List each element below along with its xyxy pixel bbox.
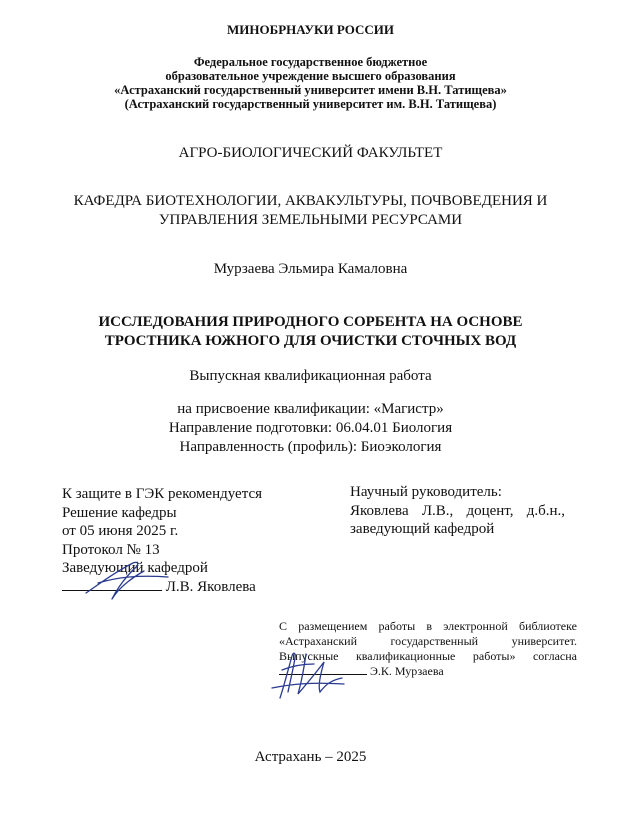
ministry-heading: МИНОБРНАУКИ РОССИИ bbox=[227, 22, 394, 37]
study-direction: Направление подготовки: 06.04.01 Биология bbox=[168, 420, 453, 436]
defense-line-5: Заведующий кафедрой bbox=[62, 560, 208, 576]
work-type: Выпускная квалификационная работа bbox=[189, 368, 432, 384]
supervisor-line-1: Яковлева Л.В., доцент, д.б.н., bbox=[350, 502, 565, 519]
library-line-3: Выпускные квалификационные работы» согласна bbox=[279, 649, 577, 663]
department-line-2: УПРАВЛЕНИЯ ЗЕМЕЛЬНЫМИ РЕСУРСАМИ bbox=[158, 212, 463, 228]
supervisor-block bbox=[350, 483, 565, 539]
defense-line-4: Протокол № 13 bbox=[62, 541, 160, 558]
library-line-1: С размещением работы в электронной библиотеке bbox=[279, 619, 577, 633]
org-line-3: «Астраханский государственный университет имени В.Н. Татищева» bbox=[114, 83, 507, 97]
supervisor-label: Научный руководитель: bbox=[350, 484, 502, 500]
qualification: на присвоение квалификации: «Магистр» bbox=[177, 401, 444, 417]
study-profile: Направленность (профиль): Биоэкология bbox=[179, 439, 442, 455]
city-year: Астрахань – 2025 bbox=[254, 749, 367, 765]
handwritten-signature bbox=[78, 555, 173, 605]
thesis-title-line-1: ИССЛЕДОВАНИЯ ПРИРОДНОГО СОРБЕНТА НА ОСНОВЕ bbox=[98, 314, 523, 330]
org-line-1: Федеральное государственное бюджетное bbox=[193, 55, 428, 69]
defense-line-1: К защите в ГЭК рекомендуется bbox=[62, 486, 263, 502]
department-line-1: КАФЕДРА БИОТЕХНОЛОГИИ, АКВАКУЛЬТУРЫ, ПОЧВОВЕДЕНИЯ И bbox=[73, 193, 548, 209]
handwritten-signature bbox=[262, 640, 347, 710]
author-name: Мурзаева Эльмира Камаловна bbox=[213, 261, 408, 277]
supervisor-line-2: заведующий кафедрой bbox=[350, 521, 495, 537]
org-line-2: образовательное учреждение высшего образования bbox=[165, 69, 456, 83]
head-signer-name: Л.В. Яковлева bbox=[165, 578, 256, 595]
library-line-2: «Астраханский государственный университет. bbox=[279, 634, 577, 648]
faculty-name: АГРО-БИОЛОГИЧЕСКИЙ ФАКУЛЬТЕТ bbox=[178, 145, 443, 161]
thesis-title-line-2: ТРОСТНИКА ЮЖНОГО ДЛЯ ОЧИСТКИ СТОЧНЫХ ВОД bbox=[104, 333, 517, 349]
defense-line-3: от 05 июня 2025 г. bbox=[62, 523, 179, 539]
student-signer-name: Э.К. Мурзаева bbox=[370, 664, 444, 678]
org-line-4: (Астраханский государственный университет им. В.Н. Татищева) bbox=[124, 97, 497, 111]
defense-line-2: Решение кафедры bbox=[62, 504, 177, 521]
